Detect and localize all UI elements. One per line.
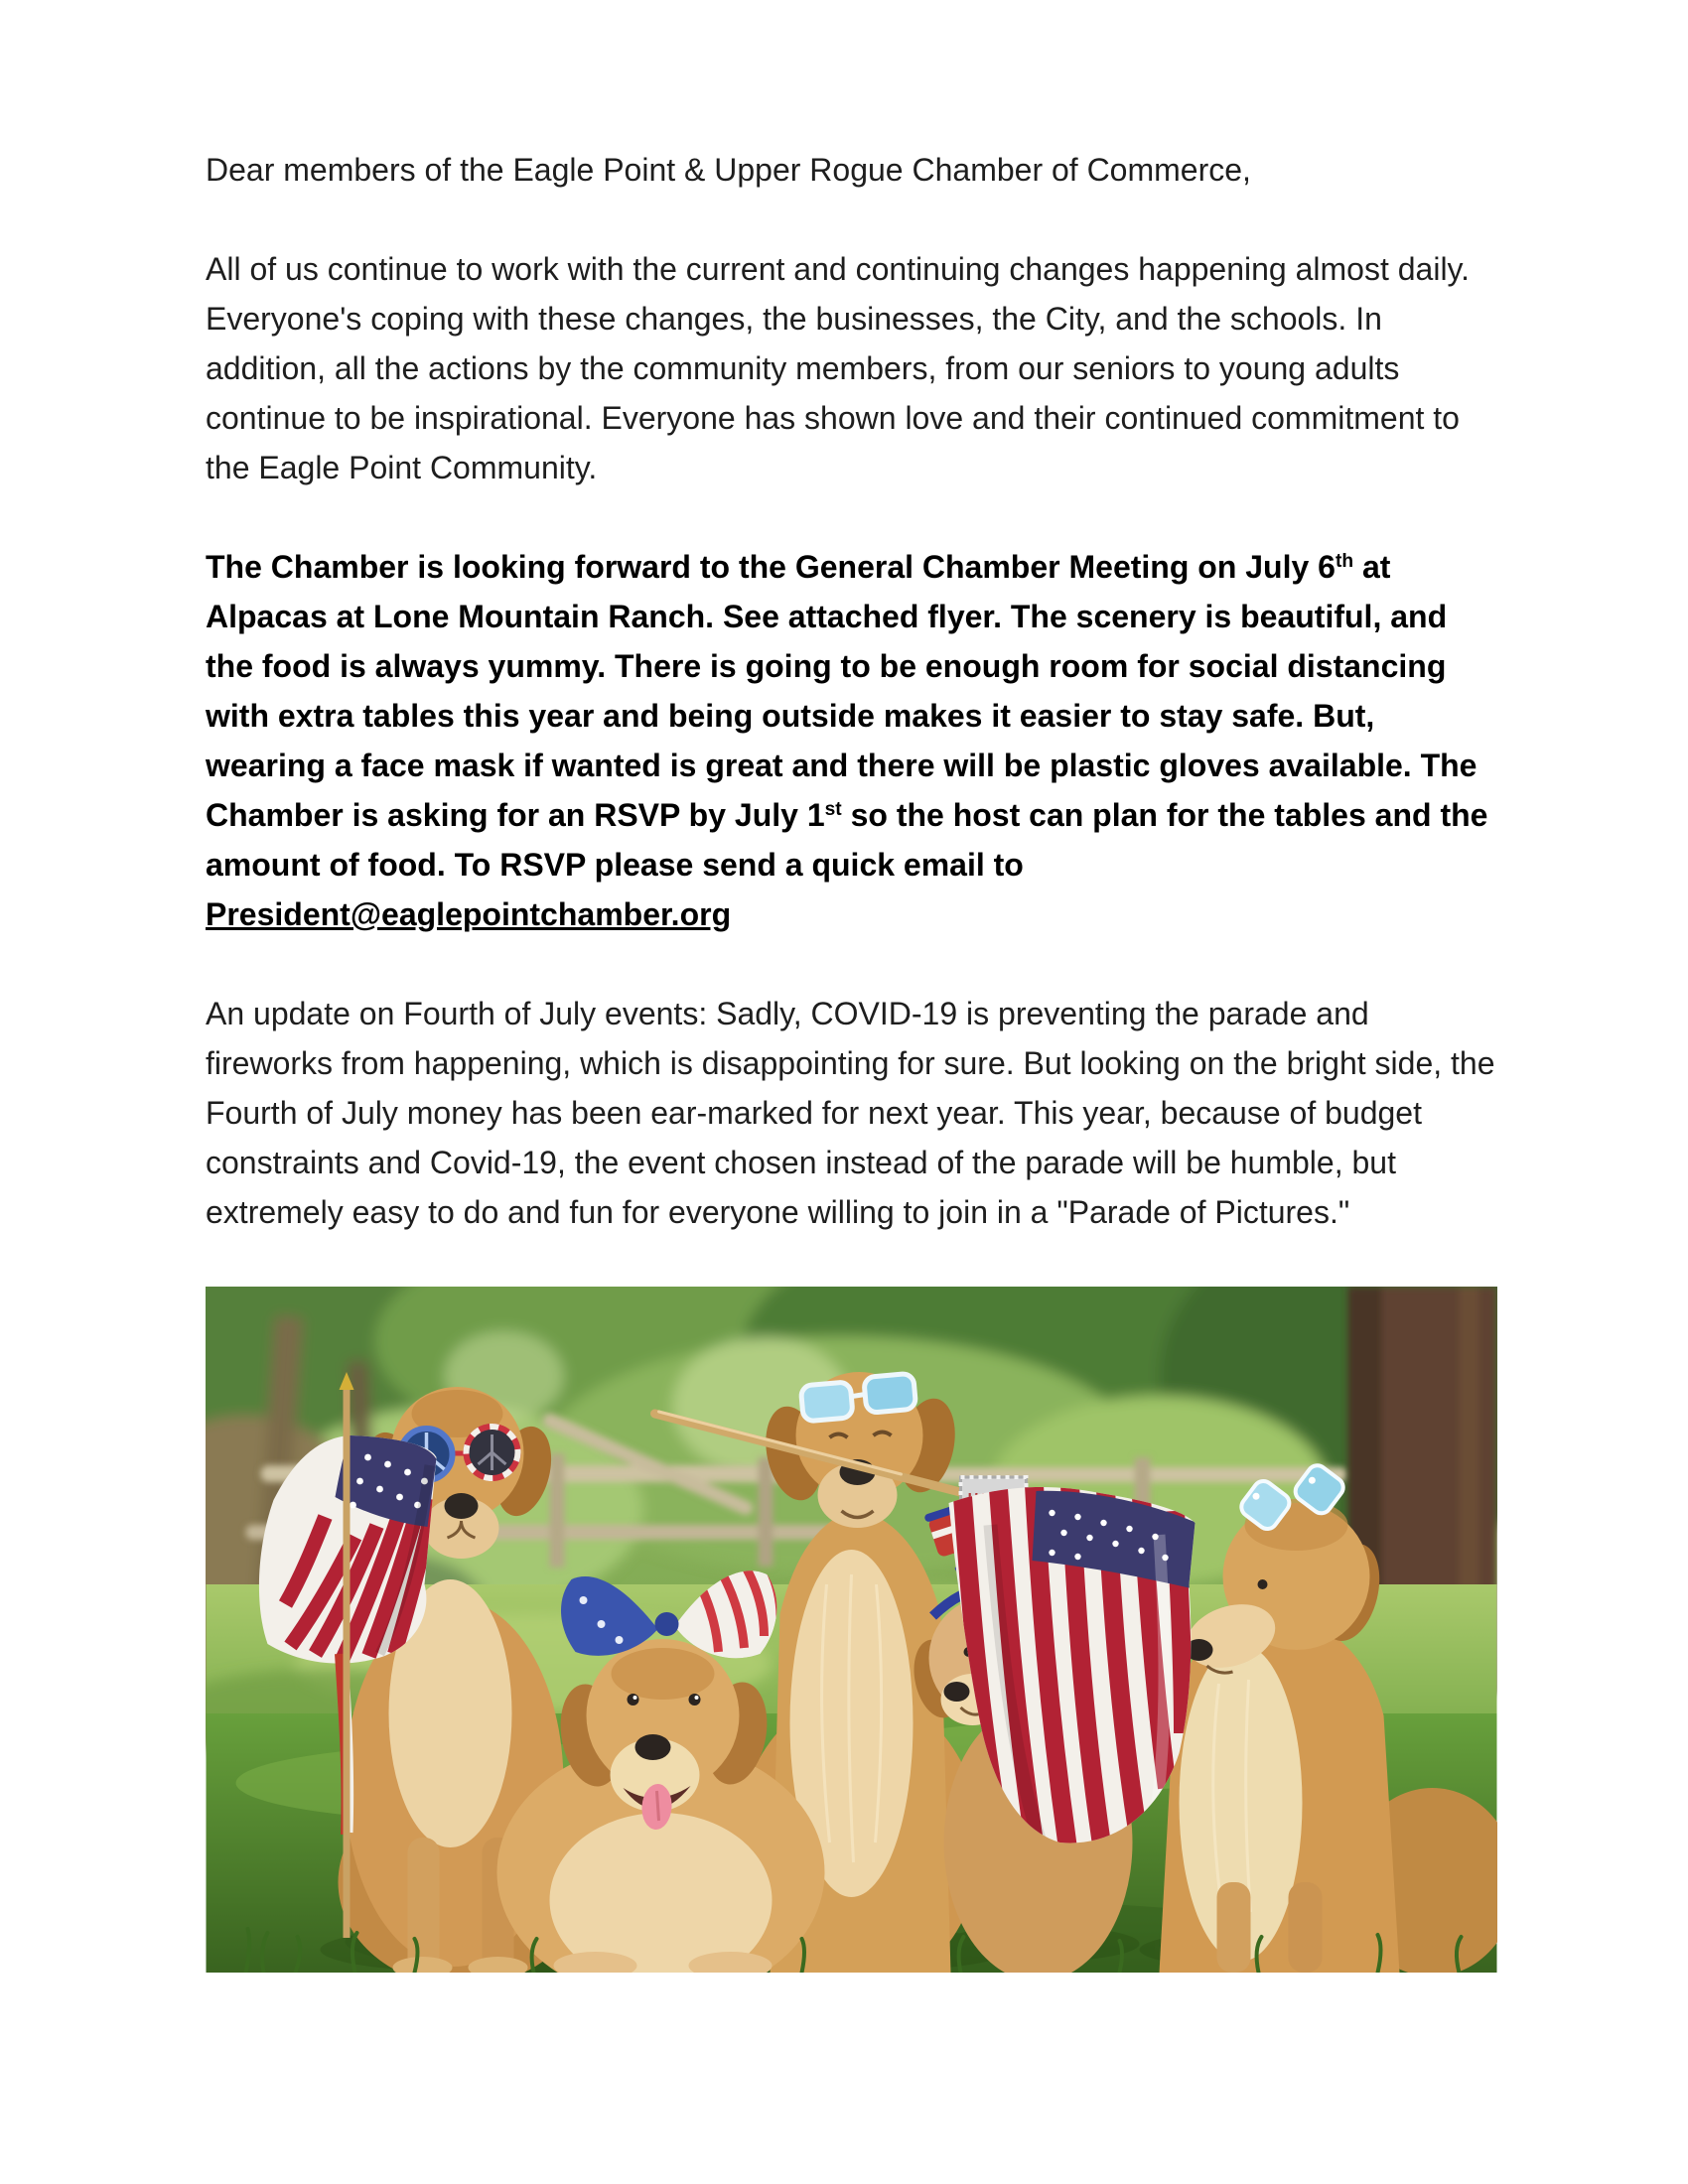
salutation: Dear members of the Eagle Point & Upper Rogue Chamber of Commerce, (206, 152, 1251, 188)
meeting-text-2: at Alpacas at Lone Mountain Ranch. See attached flyer. The scenery is beautiful, and the food is always yummy. There is going to be enough room for social distancing with extra tables this year and being outside makes it easier to stay safe. But, wearing a face mask if wanted is great and there will be plastic gloves available. The Chamber is asking for an RSVP by July 1 (206, 549, 1477, 833)
dogs-photo-illustration (206, 1287, 1497, 1973)
superscript-st: st (824, 799, 842, 821)
meeting-text-1: The Chamber is looking forward to the General Chamber Meeting on July 6 (206, 549, 1336, 585)
paragraph-meeting-announcement (206, 542, 1496, 939)
superscript-th: th (1335, 551, 1354, 573)
email-link[interactable]: President@eaglepointchamber.org (206, 896, 732, 932)
paragraph-community-update: All of us continue to work with the current and continuing changes happening almost daily. Everyone's coping with these changes, the businesses, the City, and the schools. In addition, all the actions by the community members, from our seniors to young adults continue to be inspirational. Everyone has shown love and their continued commitment to the Eagle Point Community. (206, 251, 1471, 485)
meeting-text-3: so the host can plan for the tables and the amount of food. To RSVP please send a quick email to (206, 797, 1488, 883)
paragraph-fourth-of-july: An update on Fourth of July events: Sadly, COVID-19 is preventing the parade and fireworks from happening, which is disappointing for sure. But looking on the bright side, the Fourth of July money has been ear-marked for next year. This year, because of budget constraints and Covid-19, the event chosen instead of the parade will be humble, but extremely easy to do and fun for everyone willing to join in a "Parade of Pictures." (206, 996, 1495, 1230)
dogs-photo (206, 1287, 1497, 1973)
